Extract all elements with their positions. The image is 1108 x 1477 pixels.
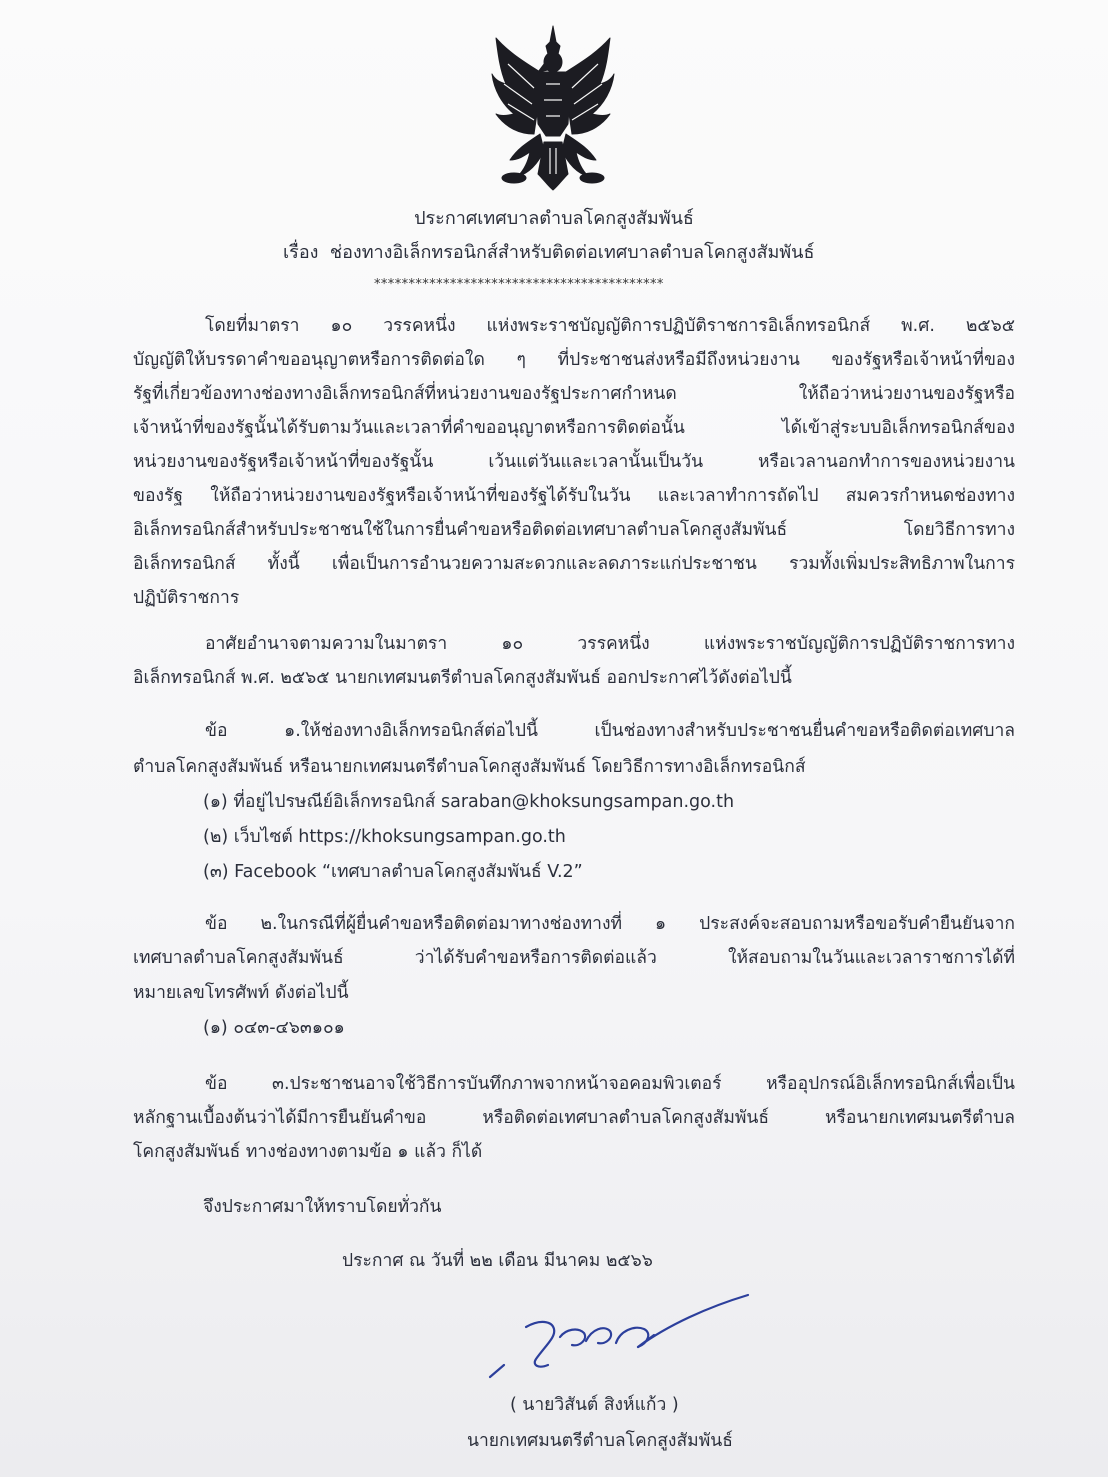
announcement-title: ประกาศเทศบาลตำบลโคกสูงสัมพันธ์ (414, 208, 694, 229)
preamble-line: เจ้าหน้าที่ของรัฐนั้นได้รับตามวันและเวลาที่คำขออนุญาตหรือการติดต่อนั้น ได้เข้าสู่ระบบอิเล็กทรอนิกส์ของ (133, 418, 1015, 438)
website-channel-item: (๒) เว็บไซต์ https://khoksungsampan.go.th (203, 827, 566, 847)
subject-label: เรื่อง (283, 242, 319, 263)
clause-2-line: เทศบาลตำบลโคกสูงสัมพันธ์ ว่าได้รับคำขอหรือการติดต่อแล้ว ให้สอบถามในวันและเวลาราชการได้ที่ (133, 948, 1015, 968)
clause-3-line: ข้อ ๓.ประชาชนอาจใช้วิธีการบันทึกภาพจากหน้าจอคอมพิวเตอร์ หรืออุปกรณ์อิเล็กทรอนิกส์เพื่อเป็น (205, 1074, 1015, 1094)
authority-line: อาศัยอำนาจตามความในมาตรา ๑๐ วรรคหนึ่ง แห่งพระราชบัญญัติการปฏิบัติราชการทาง (205, 634, 1015, 654)
preamble-line: อิเล็กทรอนิกส์ ทั้งนี้ เพื่อเป็นการอำนวยความสะดวกและลดภาระแก่ประชาชน รวมทั้งเพิ่มประสิทธิภาพในการ (133, 554, 1015, 574)
facebook-channel-item: (๓) Facebook “เทศบาลตำบลโคกสูงสัมพันธ์ V.2” (203, 862, 583, 882)
handwritten-signature (488, 1285, 758, 1385)
subject-line (283, 240, 814, 266)
authority-line: อิเล็กทรอนิกส์ พ.ศ. ๒๕๖๕ นายกเทศมนตรีตำบลโคกสูงสัมพันธ์ ออกประกาศไว้ดังต่อไปนี้ (133, 668, 792, 688)
clause-2-line: ข้อ ๒.ในกรณีที่ผู้ยื่นคำขอหรือติดต่อมาทางช่องทางที่ ๑ ประสงค์จะสอบถามหรือขอรับคำยืนยันจาก (205, 914, 1015, 934)
clause-2-line: หมายเลขโทรศัพท์ ดังต่อไปนี้ (133, 983, 349, 1003)
garuda-emblem-icon (488, 24, 618, 192)
closing-notice: จึงประกาศมาให้ทราบโดยทั่วกัน (203, 1197, 442, 1217)
preamble-line: หน่วยงานของรัฐหรือเจ้าหน้าที่ของรัฐนั้น เว้นแต่วันและเวลานั้นเป็นวัน หรือเวลานอกทำการของหน่วยงาน (133, 452, 1015, 472)
clause-3-line: หลักฐานเบื้องต้นว่าได้มีการยืนยันคำขอ หรือติดต่อเทศบาลตำบลโคกสูงสัมพันธ์ หรือนายกเทศมนตรีตำบล (133, 1108, 1015, 1128)
clause-3-line: โคกสูงสัมพันธ์ ทางช่องทางตามข้อ ๑ แล้ว ก็ได้ (133, 1142, 483, 1162)
preamble-line: ของรัฐ ให้ถือว่าหน่วยงานของรัฐหรือเจ้าหน้าที่ของรัฐได้รับในวัน และเวลาทำการถัดไป สมควรกำหนดช่องทาง (133, 486, 1015, 506)
subject-text: ช่องทางอิเล็กทรอนิกส์สำหรับติดต่อเทศบาลตำบลโคกสูงสัมพันธ์ (329, 242, 815, 263)
email-channel-item: (๑) ที่อยู่ไปรษณีย์อิเล็กทรอนิกส์ saraban@khoksungsampan.go.th (203, 792, 735, 812)
signatory-name: ( นายวิสันต์ สิงห์แก้ว ) (510, 1395, 679, 1415)
preamble-line: อิเล็กทรอนิกส์สำหรับประชาชนใช้ในการยื่นคำขอหรือติดต่อเทศบาลตำบลโคกสูงสัมพันธ์ โดยวิธีการทาง (133, 520, 1015, 540)
clause-1-line: ตำบลโคกสูงสัมพันธ์ หรือนายกเทศมนตรีตำบลโคกสูงสัมพันธ์ โดยวิธีการทางอิเล็กทรอนิกส์ (133, 757, 806, 777)
preamble-line: ปฏิบัติราชการ (133, 588, 240, 608)
preamble-line: รัฐที่เกี่ยวข้องทางช่องทางอิเล็กทรอนิกส์ที่หน่วยงานของรัฐประกาศกำหนด ให้ถือว่าหน่วยงานของรัฐหรือ (133, 384, 1015, 404)
preamble-line: บัญญัติให้บรรดาคำขออนุญาตหรือการติดต่อใด ๆ ที่ประชาชนส่งหรือมีถึงหน่วยงาน ของรัฐหรือเจ้าหน้าที่ของ (133, 350, 1015, 370)
signatory-position: นายกเทศมนตรีตำบลโคกสูงสัมพันธ์ (467, 1431, 733, 1451)
preamble-line: โดยที่มาตรา ๑๐ วรรคหนึ่ง แห่งพระราชบัญญัติการปฏิบัติราชการอิเล็กทรอนิกส์ พ.ศ. ๒๕๖๕ (205, 316, 1015, 336)
announcement-date: ประกาศ ณ วันที่ ๒๒ เดือน มีนาคม ๒๕๖๖ (342, 1251, 653, 1271)
clause-1-line: ข้อ ๑.ให้ช่องทางอิเล็กทรอนิกส์ต่อไปนี้ เป็นช่องทางสำหรับประชาชนยื่นคำขอหรือติดต่อเทศบาล (205, 721, 1015, 741)
separator-stars: ****************************************** (374, 277, 664, 292)
phone-number-item: (๑) ๐๔๓-๔๖๓๑๐๑ (203, 1018, 345, 1038)
